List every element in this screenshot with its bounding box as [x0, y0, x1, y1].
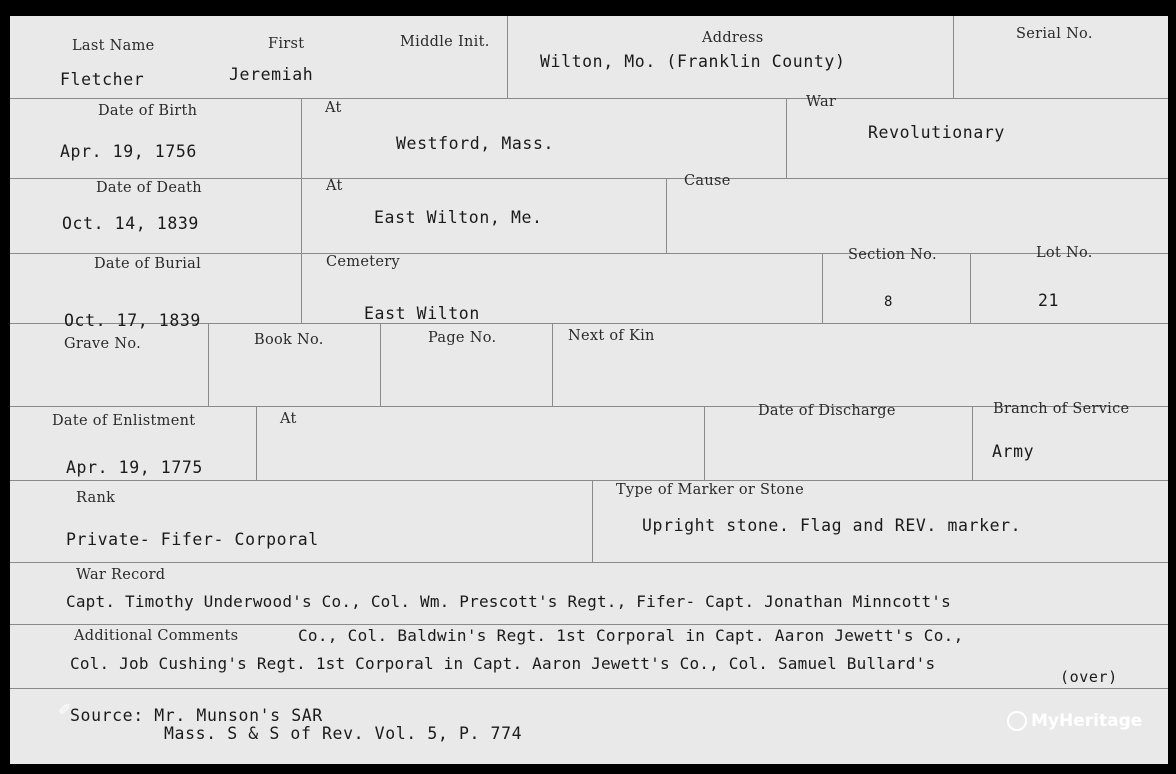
column-divider — [972, 406, 973, 480]
label-death-at: At — [326, 178, 343, 194]
value-branch-of-service: Army — [992, 442, 1035, 461]
column-divider — [953, 16, 954, 98]
column-divider — [666, 178, 667, 253]
value-war-record-line: Co., Col. Baldwin's Regt. 1st Corporal in Capt. Aaron Jewett's Co., — [298, 626, 964, 645]
label-rank: Rank — [76, 490, 116, 506]
label-date-of-enlistment: Date of Enlistment — [52, 413, 196, 429]
label-war: War — [806, 94, 837, 110]
label-date-of-death: Date of Death — [96, 180, 202, 196]
myheritage-logo-icon — [1007, 711, 1027, 731]
label-book-no: Book No. — [254, 332, 324, 348]
value-section-no: 8 — [884, 294, 894, 310]
value-last-name: Fletcher — [60, 70, 145, 89]
label-date-of-burial: Date of Burial — [94, 256, 202, 272]
label-date-of-birth: Date of Birth — [98, 103, 198, 119]
value-war: Revolutionary — [868, 123, 1005, 142]
label-address: Address — [702, 30, 764, 46]
label-middle-init: Middle Init. — [400, 34, 490, 50]
label-grave-no: Grave No. — [64, 336, 142, 352]
label-lot-no: Lot No. — [1036, 245, 1093, 261]
column-divider — [592, 480, 593, 562]
value-source-line: Source: Mr. Munson's SAR — [70, 706, 323, 725]
myheritage-watermark — [1007, 711, 1142, 731]
pin-icon: ✐ — [58, 700, 72, 719]
value-over-note: (over) — [1060, 668, 1118, 686]
label-enlistment-at: At — [280, 411, 297, 427]
value-source-line: Mass. S & S of Rev. Vol. 5, P. 774 — [164, 724, 523, 743]
row-divider — [10, 178, 1168, 179]
value-birth-place: Westford, Mass. — [396, 134, 555, 153]
column-divider — [704, 406, 705, 480]
row-divider — [10, 562, 1168, 563]
label-date-of-discharge: Date of Discharge — [758, 403, 896, 419]
label-war-record: War Record — [76, 567, 166, 583]
record-card — [10, 16, 1168, 764]
column-divider — [507, 16, 508, 98]
label-first: First — [268, 36, 305, 52]
value-war-record-line: Col. Job Cushing's Regt. 1st Corporal in Capt. Aaron Jewett's Co., Col. Samuel Bullard's — [70, 654, 936, 673]
column-divider — [301, 98, 302, 323]
row-divider — [10, 688, 1168, 689]
column-divider — [970, 253, 971, 323]
value-death-place: East Wilton, Me. — [374, 208, 543, 227]
label-serial-no: Serial No. — [1016, 26, 1093, 42]
watermark-brand: MyHeritage — [1031, 711, 1143, 731]
value-lot-no: 21 — [1038, 291, 1060, 310]
value-address: Wilton, Mo. (Franklin County) — [540, 52, 846, 71]
row-divider — [10, 98, 1168, 99]
column-divider — [786, 98, 787, 178]
label-page-no: Page No. — [428, 330, 497, 346]
label-additional-comments: Additional Comments — [74, 628, 239, 644]
label-branch-of-service: Branch of Service — [993, 401, 1130, 417]
column-divider — [380, 323, 381, 406]
row-divider — [10, 480, 1168, 481]
column-divider — [208, 323, 209, 406]
column-divider — [552, 323, 553, 406]
value-war-record-line: Capt. Timothy Underwood's Co., Col. Wm. Prescott's Regt., Fifer- Capt. Jonathan Minncott's — [66, 592, 951, 611]
label-section-no: Section No. — [848, 247, 937, 263]
label-birth-at: At — [325, 100, 342, 116]
label-last-name: Last Name — [72, 38, 155, 54]
value-first-name: Jeremiah — [229, 65, 314, 84]
row-divider — [10, 624, 1168, 625]
value-date-of-enlistment: Apr. 19, 1775 — [66, 458, 203, 477]
value-date-of-birth: Apr. 19, 1756 — [60, 142, 197, 161]
value-cemetery: East Wilton — [364, 304, 480, 323]
column-divider — [822, 253, 823, 323]
row-divider — [10, 253, 1168, 254]
value-date-of-death: Oct. 14, 1839 — [62, 214, 199, 233]
column-divider — [256, 406, 257, 480]
value-marker: Upright stone. Flag and REV. marker. — [642, 516, 1022, 535]
label-cause: Cause — [684, 173, 731, 189]
value-date-of-burial: Oct. 17, 1839 — [64, 311, 201, 330]
label-type-of-marker: Type of Marker or Stone — [616, 482, 804, 498]
label-cemetery: Cemetery — [326, 254, 400, 270]
value-rank: Private- Fifer- Corporal — [66, 530, 319, 549]
label-next-of-kin: Next of Kin — [568, 328, 655, 344]
